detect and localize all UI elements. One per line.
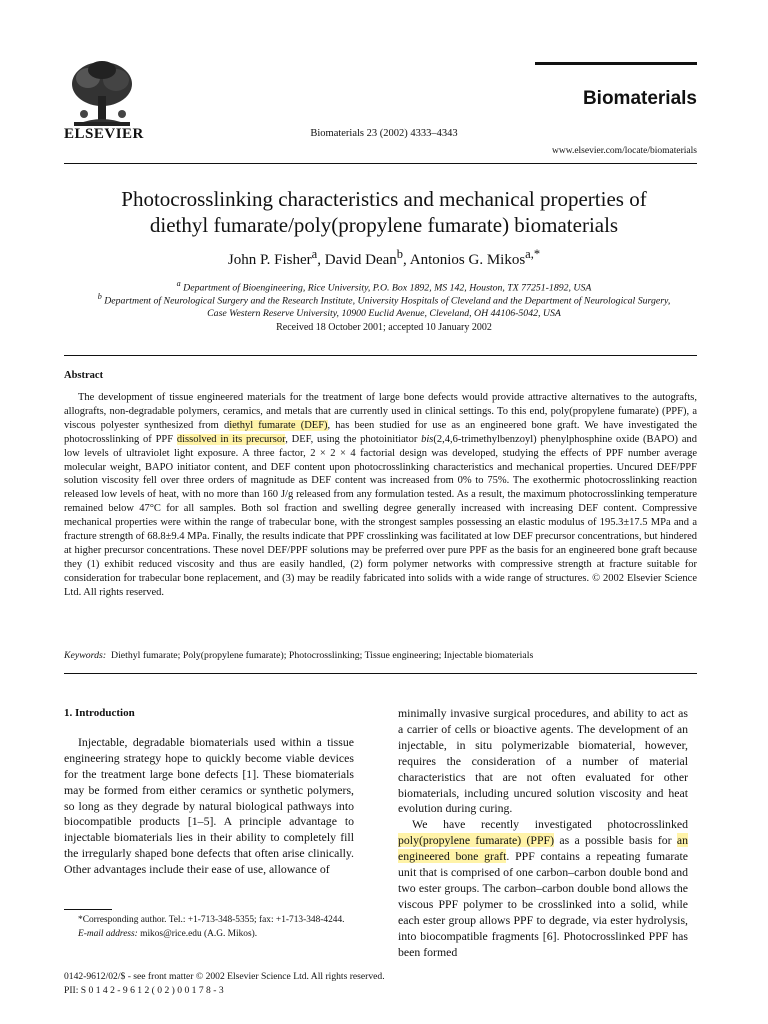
keywords bbox=[64, 650, 697, 661]
abstract-highlight-1[interactable]: iethyl fumarate (DEF) bbox=[229, 419, 328, 431]
header-top-rule bbox=[535, 62, 697, 65]
intro-paragraph-2 bbox=[398, 817, 688, 960]
abstract-italic-bis: bis bbox=[421, 433, 434, 445]
journal-citation: Biomaterials 23 (2002) 4333–4343 bbox=[310, 128, 458, 139]
email-label: E-mail address: bbox=[78, 928, 138, 939]
affiliation-b bbox=[40, 290, 728, 320]
affiliation-b-line-1: Department of Neurological Surgery and the Research Institute, University Hospitals of Cleveland and the Department of Neurological Surgery, bbox=[104, 295, 671, 307]
footnote-rule bbox=[64, 909, 112, 910]
keywords-list: Diethyl fumarate; Poly(propylene fumarate); Photocrosslinking; Tissue engineering; Injectable biomaterials bbox=[111, 650, 534, 661]
author-list: John P. Fisher$^a$, David Dean$^b$, Antonios G. Mikos$^{a,*}$ bbox=[227, 247, 541, 268]
author-1-affiliation-mark: a bbox=[311, 247, 318, 261]
title-line-1: Photocrosslinking characteristics and mechanical properties of bbox=[121, 187, 647, 211]
abstract-part-1: The development of tissue engineered materials for the treatment of large bone defects would provide attractive alternatives to the autografts, allografts, non-degradable polymers, ceramics, and metals that are currently used in clinical settings. To this end, poly(propylene fumarate) (PPF), a viscous polyester synthesized from d bbox=[64, 392, 697, 431]
article-title bbox=[40, 186, 728, 238]
journal-url-link[interactable]: www.elsevier.com/locate/biomaterials bbox=[551, 146, 697, 156]
abstract-top-rule bbox=[64, 355, 697, 356]
para2-part-a: We have recently investigated photocrosslinked bbox=[412, 817, 688, 832]
author-2: David Dean bbox=[324, 252, 397, 268]
affiliation-a-mark: a bbox=[176, 279, 181, 288]
journal-name: Biomaterials bbox=[582, 88, 697, 109]
abstract-part-3: , DEF, using the photoinitiator bbox=[285, 433, 422, 445]
para2-highlight-1[interactable]: poly(propylene fumarate) (PPF) bbox=[398, 833, 555, 848]
footnote-email bbox=[64, 928, 354, 942]
intro-paragraph-continued: minimally invasive surgical procedures, and ability to act as a carrier of cells or bioactive agents. The development of an injectable, in situ polymerizable biomaterial, however, requires the consideration of a number of material characteristics that are not often evaluated for other biomaterials, including uncured solution viscosity and heat evolution during curing. bbox=[398, 706, 688, 816]
header-rule bbox=[64, 163, 697, 164]
author-3: Antonios G. Mikos bbox=[409, 252, 526, 268]
abstract-highlight-2[interactable]: dissolved in its precursor bbox=[176, 433, 286, 445]
author-1: John P. Fisher bbox=[227, 252, 312, 268]
abstract-bottom-rule bbox=[64, 673, 697, 674]
intro-paragraph-1: Injectable, degradable biomaterials used within a tissue engineering strategy hope to quickly become viable devices for the treatment large bone defects [1]. These biomaterials may be formed from either ceramics or synthetic polymers, so long as they degrade by natural biological pathways into biocompatible products [1–5]. A principle advantage to injectable biomaterials lies in their ability to completely fill the irregularly shaped bone defects that often arise clinically. Other advantages include their ease of use, allowance of bbox=[64, 734, 354, 877]
affiliation-b-line-2: Case Western Reserve University, 10900 Euclid Avenue, Cleveland, OH 44106-5042, USA bbox=[207, 308, 561, 320]
affiliation-b-mark: b bbox=[97, 292, 102, 301]
author-2-affiliation-mark: b bbox=[396, 247, 404, 261]
email-address-link[interactable]: mikos@rice.edu (A.G. Mikos). bbox=[140, 928, 258, 939]
footnote-corresponding-author: *Corresponding author. Tel.: +1-713-348-5355; fax: +1-713-348-4244. bbox=[78, 915, 345, 925]
keywords-label: Keywords: bbox=[64, 650, 107, 661]
copyright-line: 0142-9612/02/$ - see front matter © 2002 Elsevier Science Ltd. All rights reserved. bbox=[64, 971, 385, 982]
section-heading-introduction: 1. Introduction bbox=[64, 707, 135, 719]
para2-part-c: . PPF contains a repeating fumarate unit that is comprised of one carbon–carbon double bond and two ester groups. The carbon–carbon double bond allows the viscous PPF polymer to be crosslinked into a solid, while each ester group allows PPF to degrade, via ester hydrolysis, into biocompatible fragments [6]. Photocrosslinked PPF has been formed bbox=[398, 849, 689, 959]
para2-part-b: as a possible basis for bbox=[554, 833, 677, 848]
abstract-part-4: (2,4,6-trimethylbenzoyl) phenylphosphine oxide (BAPO) and low levels of ultraviolet light exposure. A three factor, 2 × 2 × 4 factorial design was developed, studying the effects of PPF number average molecular weight, BAPO initiator content, and DEF content upon photocrosslinking characteristics and mechanical properties. Uncured DEF/PPF solution viscosity fell over three orders of magnitude as DEF content was increased from 0% to 75%. The exothermic photocrosslinking reaction released low levels of heat, with no more than 160 J/g released from any formulation tested. As a result, the maximum photocrosslinking temperature remained below 47°C for all samples. Both sol fraction and swelling degree generally increased with increasing DEF content. Compressive mechanical properties were within the range of trabecular bone, with the strongest samples possessing an elastic modulus of 195.3±17.5 MPa and a fracture strength of 68.8±9.4 MPa. Finally, the results indicate that PPF crosslinking was facilitated at low DEF precursor concentrations, but hindered at higher precursor concentrations. These novel DEF/PPF solutions may be preferred over pure PPF as the basis for an engineered bone graft because they (1) exhibit reduced viscosity and thus are easily handled, (2) form polymer networks with compressive strength at fracture suitable for consideration for trabecular bone replacement, and (3) may be readily fabricated into solids with a wide range of structures. © 2002 Elsevier Science Ltd. All rights reserved. bbox=[64, 433, 698, 598]
body-column-right bbox=[398, 706, 688, 961]
body-column-left bbox=[64, 706, 354, 878]
title-line-2: diethyl fumarate/poly(propylene fumarate) biomaterials bbox=[149, 213, 619, 237]
footnote bbox=[64, 914, 354, 941]
abstract-text bbox=[64, 391, 697, 600]
pii-line: PII: S 0 1 4 2 - 9 6 1 2 ( 0 2 ) 0 0 1 7 8 - 3 bbox=[64, 985, 224, 996]
para2-highlight-2[interactable]: an engineered bone graft bbox=[398, 833, 689, 864]
elsevier-tree-logo bbox=[64, 58, 140, 130]
author-3-affiliation-mark: a,* bbox=[525, 247, 541, 261]
publisher-name: ELSEVIER bbox=[64, 126, 144, 142]
affiliation-a-text: Department of Bioengineering, Rice University, P.O. Box 1892, MS 142, Houston, TX 77251-1892, USA bbox=[183, 282, 592, 294]
received-dates: Received 18 October 2001; accepted 10 January 2002 bbox=[276, 322, 492, 333]
abstract-heading: Abstract bbox=[64, 370, 104, 381]
abstract-part-2: , has been studied for use as an engineered bone graft. We have investigated the photocrosslinking of PPF bbox=[64, 419, 698, 445]
